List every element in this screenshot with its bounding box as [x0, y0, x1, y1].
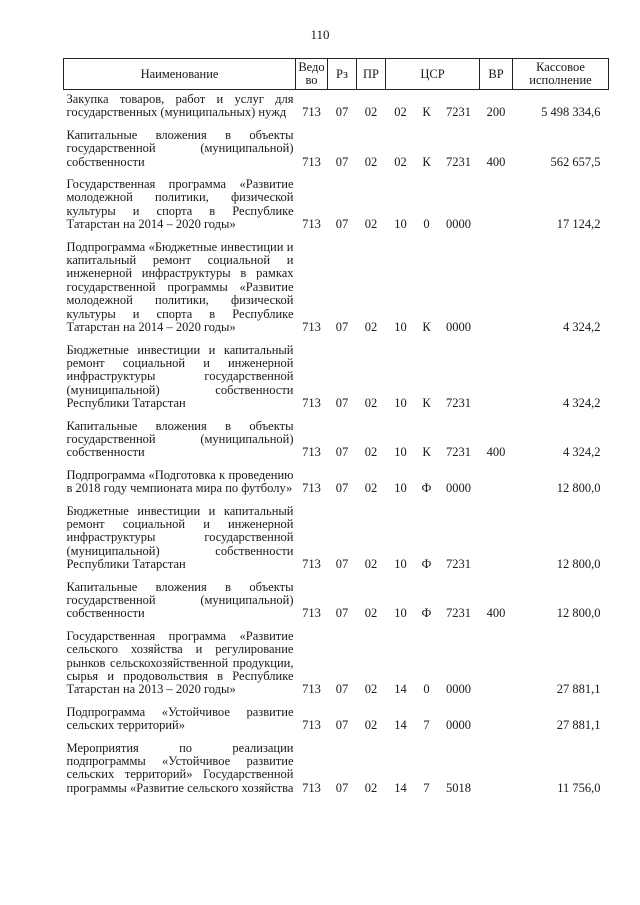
row-name: Закупка товаров, работ и услуг для государственных (муниципальных) нужд	[66, 92, 294, 120]
row-csr-direction: 0000	[446, 481, 471, 496]
row-amount: 562 657,5	[550, 154, 601, 169]
row-pr: 02	[364, 682, 378, 697]
row-rz: 07	[335, 606, 349, 621]
row-amount: 4 324,2	[563, 445, 601, 460]
row-amount: 27 881,1	[556, 718, 601, 733]
row-csr-direction: 7231	[446, 396, 471, 411]
row-csr-subprogram: 7	[423, 780, 430, 795]
row-amount: 17 124,2	[556, 217, 601, 232]
row-csr-program: 10	[394, 445, 407, 460]
row-ved: 713	[302, 718, 321, 733]
row-csr-direction: 5018	[446, 780, 471, 795]
row-csr-subprogram: К	[422, 320, 431, 335]
row-rz: 07	[335, 396, 349, 411]
row-pr: 02	[364, 780, 378, 795]
row-vr: 400	[486, 445, 506, 460]
header-csr: ЦСР	[386, 59, 480, 90]
row-pr: 02	[364, 481, 378, 496]
table-row	[64, 703, 609, 739]
table-row	[64, 90, 609, 126]
page-number: 110	[310, 27, 330, 42]
row-csr-direction: 7231	[446, 606, 471, 621]
header-ved: Ведо во	[296, 59, 328, 90]
row-name: Мероприятия по реализации подпрограммы «Устойчивое развитие сельских территорий» Государственной программы «Развитие сельского хозяйства	[66, 740, 294, 795]
row-ved: 713	[302, 557, 321, 572]
row-name: Бюджетные инвестиции и капитальный ремонт социальной и инженерной инфраструктуры государственной (муниципальной) собственности Республики Татарстан	[66, 342, 294, 411]
row-ved: 713	[302, 445, 321, 460]
row-csr-subprogram: 7	[423, 718, 430, 733]
row-vr: 200	[486, 105, 506, 120]
table-header-row	[64, 59, 609, 90]
row-csr-program: 10	[394, 320, 407, 335]
row-vr: 400	[486, 154, 506, 169]
row-amount: 4 324,2	[563, 320, 601, 335]
row-rz: 07	[335, 481, 349, 496]
row-csr-subprogram: К	[422, 445, 431, 460]
row-csr-subprogram: К	[422, 396, 431, 411]
table-row	[64, 466, 609, 502]
row-vr	[480, 739, 513, 802]
header-name: Наименование	[64, 59, 296, 90]
table-row	[64, 417, 609, 466]
row-vr	[480, 703, 513, 739]
row-rz: 07	[335, 445, 349, 460]
row-ved: 713	[302, 105, 321, 120]
header-amount: Кассовое исполнение	[513, 59, 609, 90]
row-ved: 713	[302, 481, 321, 496]
row-csr-direction: 0000	[446, 320, 471, 335]
row-rz: 07	[335, 320, 349, 335]
table-row	[64, 502, 609, 578]
row-rz: 07	[335, 682, 349, 697]
row-ved: 713	[302, 217, 321, 232]
row-csr-direction: 0000	[446, 682, 471, 697]
row-pr: 02	[364, 217, 378, 232]
row-csr-program: 14	[394, 780, 407, 795]
row-ved: 713	[302, 682, 321, 697]
table-row	[64, 238, 609, 341]
row-pr: 02	[364, 396, 378, 411]
row-pr: 02	[364, 320, 378, 335]
table-row	[64, 175, 609, 238]
row-ved: 713	[302, 396, 321, 411]
row-rz: 07	[335, 557, 349, 572]
row-amount: 12 800,0	[556, 557, 601, 572]
row-pr: 02	[364, 154, 378, 169]
row-csr-program: 10	[394, 396, 407, 411]
row-pr: 02	[364, 105, 378, 120]
row-csr-direction: 7231	[446, 154, 471, 169]
row-amount: 5 498 334,6	[541, 105, 601, 120]
row-amount: 12 800,0	[556, 606, 601, 621]
row-csr-direction: 7231	[446, 105, 471, 120]
row-csr-program: 10	[394, 217, 407, 232]
row-pr: 02	[364, 606, 378, 621]
row-csr-program: 02	[394, 154, 407, 169]
table-row	[64, 627, 609, 703]
row-amount: 12 800,0	[556, 481, 601, 496]
table-row	[64, 739, 609, 802]
row-csr-subprogram: 0	[423, 217, 430, 232]
row-rz: 07	[335, 780, 349, 795]
row-csr-subprogram: К	[422, 105, 431, 120]
row-name: Государственная программа «Развитие молодежной политики, физической культуры и спорта в Республике Татарстан на 2014 – 2020 годы»	[66, 177, 294, 232]
row-ved: 713	[302, 154, 321, 169]
row-name: Подпрограмма «Подготовка к проведению в 2018 году чемпионата мира по футболу»	[66, 467, 294, 496]
row-csr-subprogram: Ф	[421, 557, 432, 572]
row-vr	[480, 175, 513, 238]
row-rz: 07	[335, 105, 349, 120]
row-vr	[480, 466, 513, 502]
row-name: Подпрограмма «Бюджетные инвестиции и капитальный ремонт социальной и инженерной инфраструктуры в рамках государственной программы «Развитие молодежной политики, физической культуры и спорта в Республике Татарстан на 2014 – 2020 годы»	[66, 239, 294, 335]
row-name: Бюджетные инвестиции и капитальный ремонт социальной и инженерной инфраструктуры государственной (муниципальной) собственности Республики Татарстан	[66, 503, 294, 572]
row-csr-direction: 0000	[446, 718, 471, 733]
row-rz: 07	[335, 217, 349, 232]
budget-table	[63, 58, 609, 801]
row-csr-program: 02	[394, 105, 407, 120]
header-vr: ВР	[480, 59, 513, 90]
row-vr	[480, 502, 513, 578]
row-csr-subprogram: Ф	[421, 606, 432, 621]
row-csr-program: 10	[394, 557, 407, 572]
row-pr: 02	[364, 445, 378, 460]
row-csr-direction: 7231	[446, 445, 471, 460]
table-row	[64, 578, 609, 627]
row-csr-program: 14	[394, 718, 407, 733]
row-rz: 07	[335, 154, 349, 169]
table-row	[64, 341, 609, 417]
row-csr-program: 14	[394, 682, 407, 697]
row-vr	[480, 238, 513, 341]
row-name: Государственная программа «Развитие сельского хозяйства и регулирование рынков сельскохозяйственной продукции, сырья и продовольствия в Республике Татарстан на 2013 – 2020 годы»	[66, 628, 294, 697]
row-ved: 713	[302, 320, 321, 335]
row-name: Подпрограмма «Устойчивое развитие сельских территорий»	[66, 704, 294, 733]
row-vr	[480, 341, 513, 417]
row-ved: 713	[302, 606, 321, 621]
row-csr-direction: 7231	[446, 557, 471, 572]
header-pr: ПР	[357, 59, 386, 90]
row-amount: 4 324,2	[563, 396, 601, 411]
row-amount: 11 756,0	[557, 780, 601, 795]
row-amount: 27 881,1	[556, 682, 601, 697]
row-vr	[480, 627, 513, 703]
row-ved: 713	[302, 780, 321, 795]
row-csr-program: 10	[394, 481, 407, 496]
row-csr-subprogram: Ф	[421, 481, 432, 496]
row-csr-direction: 0000	[446, 217, 471, 232]
row-pr: 02	[364, 557, 378, 572]
row-csr-program: 10	[394, 606, 407, 621]
row-rz: 07	[335, 718, 349, 733]
row-pr: 02	[364, 718, 378, 733]
row-name: Капитальные вложения в объекты государственной (муниципальной) собственности	[66, 127, 294, 169]
row-name: Капитальные вложения в объекты государственной (муниципальной) собственности	[66, 418, 294, 460]
row-name: Капитальные вложения в объекты государственной (муниципальной) собственности	[66, 579, 294, 621]
header-rz: Рз	[328, 59, 357, 90]
row-csr-subprogram: К	[422, 154, 431, 169]
row-vr: 400	[486, 606, 506, 621]
table-row	[64, 126, 609, 175]
row-csr-subprogram: 0	[423, 682, 430, 697]
